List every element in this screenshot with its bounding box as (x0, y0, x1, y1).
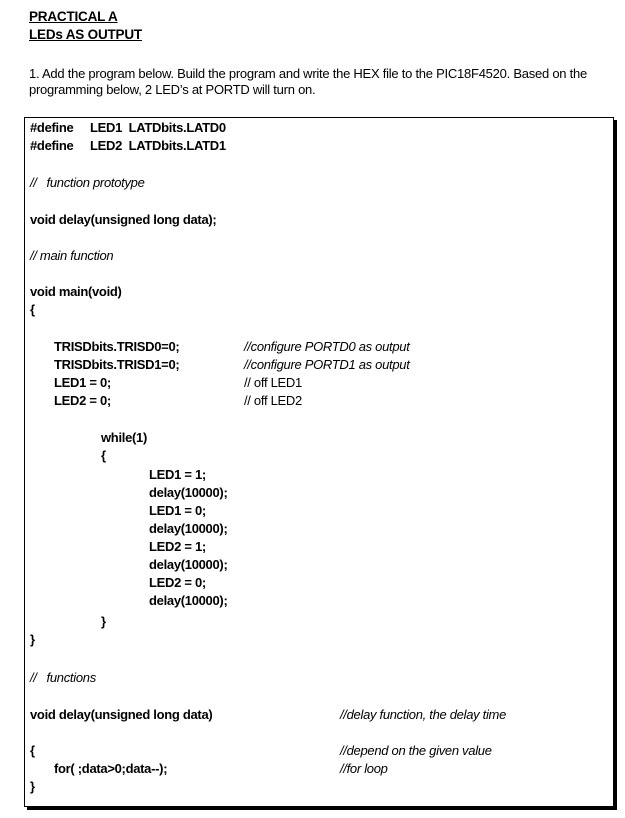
code-comment-functions: // functions (30, 670, 96, 685)
code-comment-prototype: // function prototype (30, 175, 145, 190)
code-define-led2: #define LED2 LATDbits.LATD1 (30, 138, 226, 153)
instruction-line-2: programming below, 2 LED’s at PORTD will turn on. (29, 82, 316, 97)
code-delay-signature-comment: //delay function, the delay time (340, 707, 507, 722)
code-delay-open-brace: { (30, 743, 35, 758)
code-delay-close-brace: } (30, 779, 35, 794)
code-led2-init: LED2 = 0; (54, 393, 111, 408)
code-loop-line: delay(10000); (149, 593, 228, 608)
code-delay-open-comment: //depend on the given value (340, 743, 492, 758)
code-comment-main: // main function (30, 248, 114, 263)
code-led1-init-comment: // off LED1 (244, 375, 302, 390)
code-while-close-brace: } (101, 614, 106, 629)
code-while-open-brace: { (101, 448, 106, 463)
code-delay-signature: void delay(unsigned long data) (30, 707, 213, 722)
code-trisd1-comment: //configure PORTD1 as output (244, 357, 410, 372)
code-trisd1: TRISDbits.TRISD1=0; (54, 357, 180, 372)
code-while: while(1) (101, 430, 147, 445)
code-led2-init-comment: // off LED2 (244, 393, 302, 408)
heading-practical: PRACTICAL A (29, 9, 118, 24)
code-loop-line: LED2 = 0; (149, 575, 206, 590)
code-for-loop: for( ;data>0;data--); (54, 761, 168, 776)
code-loop-line: delay(10000); (149, 521, 228, 536)
code-loop-line: delay(10000); (149, 557, 228, 572)
code-loop-line: LED2 = 1; (149, 539, 206, 554)
code-loop-line: LED1 = 0; (149, 503, 206, 518)
code-main-signature: void main(void) (30, 284, 122, 299)
instruction-line-1: 1. Add the program below. Build the program and write the HEX file to the PIC18F4520. Based on the (29, 66, 587, 81)
code-main-close-brace: } (30, 632, 35, 647)
code-loop-line: LED1 = 1; (149, 467, 206, 482)
code-trisd0-comment: //configure PORTD0 as output (244, 339, 410, 354)
code-led1-init: LED1 = 0; (54, 375, 111, 390)
code-for-loop-comment: //for loop (340, 761, 388, 776)
code-prototype: void delay(unsigned long data); (30, 212, 217, 227)
code-loop-line: delay(10000); (149, 485, 228, 500)
heading-subtitle: LEDs AS OUTPUT (29, 27, 142, 42)
code-define-led1: #define LED1 LATDbits.LATD0 (30, 120, 226, 135)
code-main-open-brace: { (30, 302, 35, 317)
code-trisd0: TRISDbits.TRISD0=0; (54, 339, 180, 354)
